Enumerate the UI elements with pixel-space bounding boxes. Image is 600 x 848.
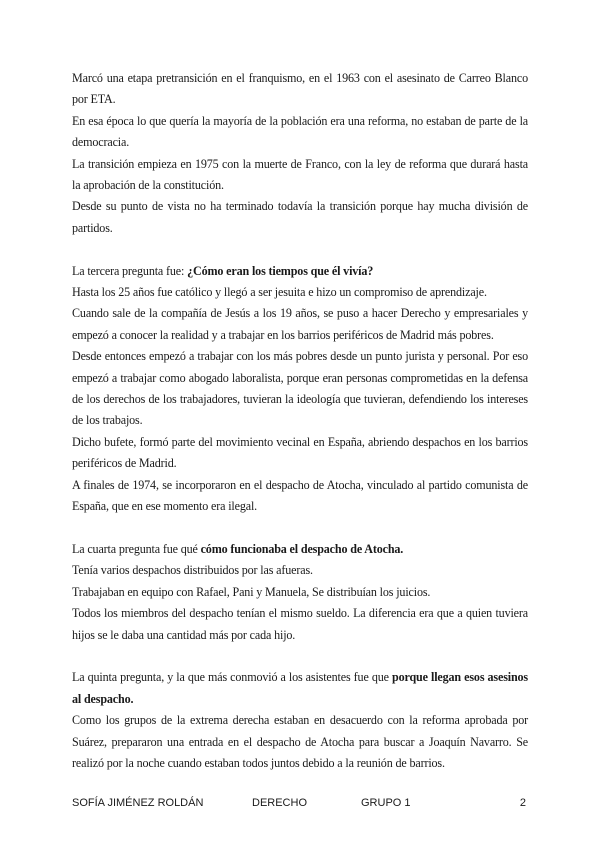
question-3-bold: ¿Cómo eran los tiempos que él vivía? xyxy=(187,263,374,278)
paragraph-extrema-derecha: Como los grupos de la extrema derecha estaban en desacuerdo con la reforma aprobada por Suárez, prepararon una entrada en el despacho de Atocha para buscar a Joaquín Navarro. Se realizó por la noche cuando estaban todos juntos debido a la reunión de barrios. xyxy=(72,713,528,770)
paragraph-transicion: La transición empieza en 1975 con la muerte de Franco, con la ley de reforma que durará hasta la aprobación de la constitución. xyxy=(72,156,528,193)
paragraph-punto-de-vista: Desde su punto de vista no ha terminado todavía la transición porque hay mucha división de partidos. xyxy=(72,199,528,235)
paragraph-equipo: Trabajaban en equipo con Rafael, Pani y Manuela, Se distribuían los juicios. xyxy=(72,584,431,599)
footer-page-number: 2 xyxy=(519,797,526,809)
footer-author: SOFÍA JIMÉNEZ ROLDÁN xyxy=(72,797,204,809)
question-3 xyxy=(72,261,528,282)
paragraph-despacho-atocha: A finales de 1974, se incorporaron en el despacho de Atocha, vinculado al partido comunista de España, que en ese momento era ilegal. xyxy=(72,477,528,514)
footer-subject: DERECHO xyxy=(252,797,308,809)
question-4 xyxy=(72,539,528,560)
question-5-bold: porque llegan esos asesinos al despacho. xyxy=(72,670,528,706)
paragraph-franquismo: Marcó una etapa pretransición en el franquismo, en el 1963 con el asesinato de Carreo Blanco por ETA. xyxy=(72,71,528,107)
paragraph-reforma: En esa época lo que quería la mayoría de la población era una reforma, no estaban de parte de la democracia. xyxy=(72,113,528,150)
paragraph-sueldo: Todos los miembros del despacho tenían el mismo sueldo. La diferencia era que a quien tuviera hijos se le daba una cantidad más por cada hijo. xyxy=(72,606,528,642)
question-4-intro: La cuarta pregunta fue qué xyxy=(72,541,201,556)
paragraph-abogado-laboralista: Desde entonces empezó a trabajar con los más pobres desde un punto jurista y personal. Por eso empezó a trabajar como abogado laboralista, porque eran personas comprometidas en la defensa de los derechos de los trabajadores, tuvieran la ideología que tuvieran, defendiendo los intereses de los trabajos. xyxy=(72,349,528,428)
spacer xyxy=(72,518,528,539)
paragraph-compania-jesus: Cuando sale de la compañía de Jesús a los 19 años, se puso a hacer Derecho y empresariales y empezó a conocer la realidad y a trabajar en los barrios periféricos de Madrid más pobres. xyxy=(72,306,528,342)
footer-group: GRUPO 1 xyxy=(361,797,411,809)
paragraph-bufete: Dicho bufete, formó parte del movimiento vecinal en España, abriendo despachos en los barrios periféricos de Madrid. xyxy=(72,434,528,471)
question-5 xyxy=(72,667,528,710)
page-footer xyxy=(72,797,528,813)
question-3-intro: La tercera pregunta fue: xyxy=(72,263,188,278)
paragraph-despachos-afueras: Tenía varios despachos distribuidos por las afueras. xyxy=(72,563,313,578)
spacer xyxy=(72,239,528,260)
question-4-bold: cómo funcionaba el despacho de Atocha. xyxy=(200,541,404,556)
spacer xyxy=(72,646,528,667)
paragraph-jesuita: Hasta los 25 años fue católico y llegó a ser jesuita e hizo un compromiso de aprendizaje. xyxy=(72,285,487,300)
document-body xyxy=(72,68,528,774)
question-5-intro: La quinta pregunta, y la que más conmovió a los asistentes fue que xyxy=(72,670,392,685)
